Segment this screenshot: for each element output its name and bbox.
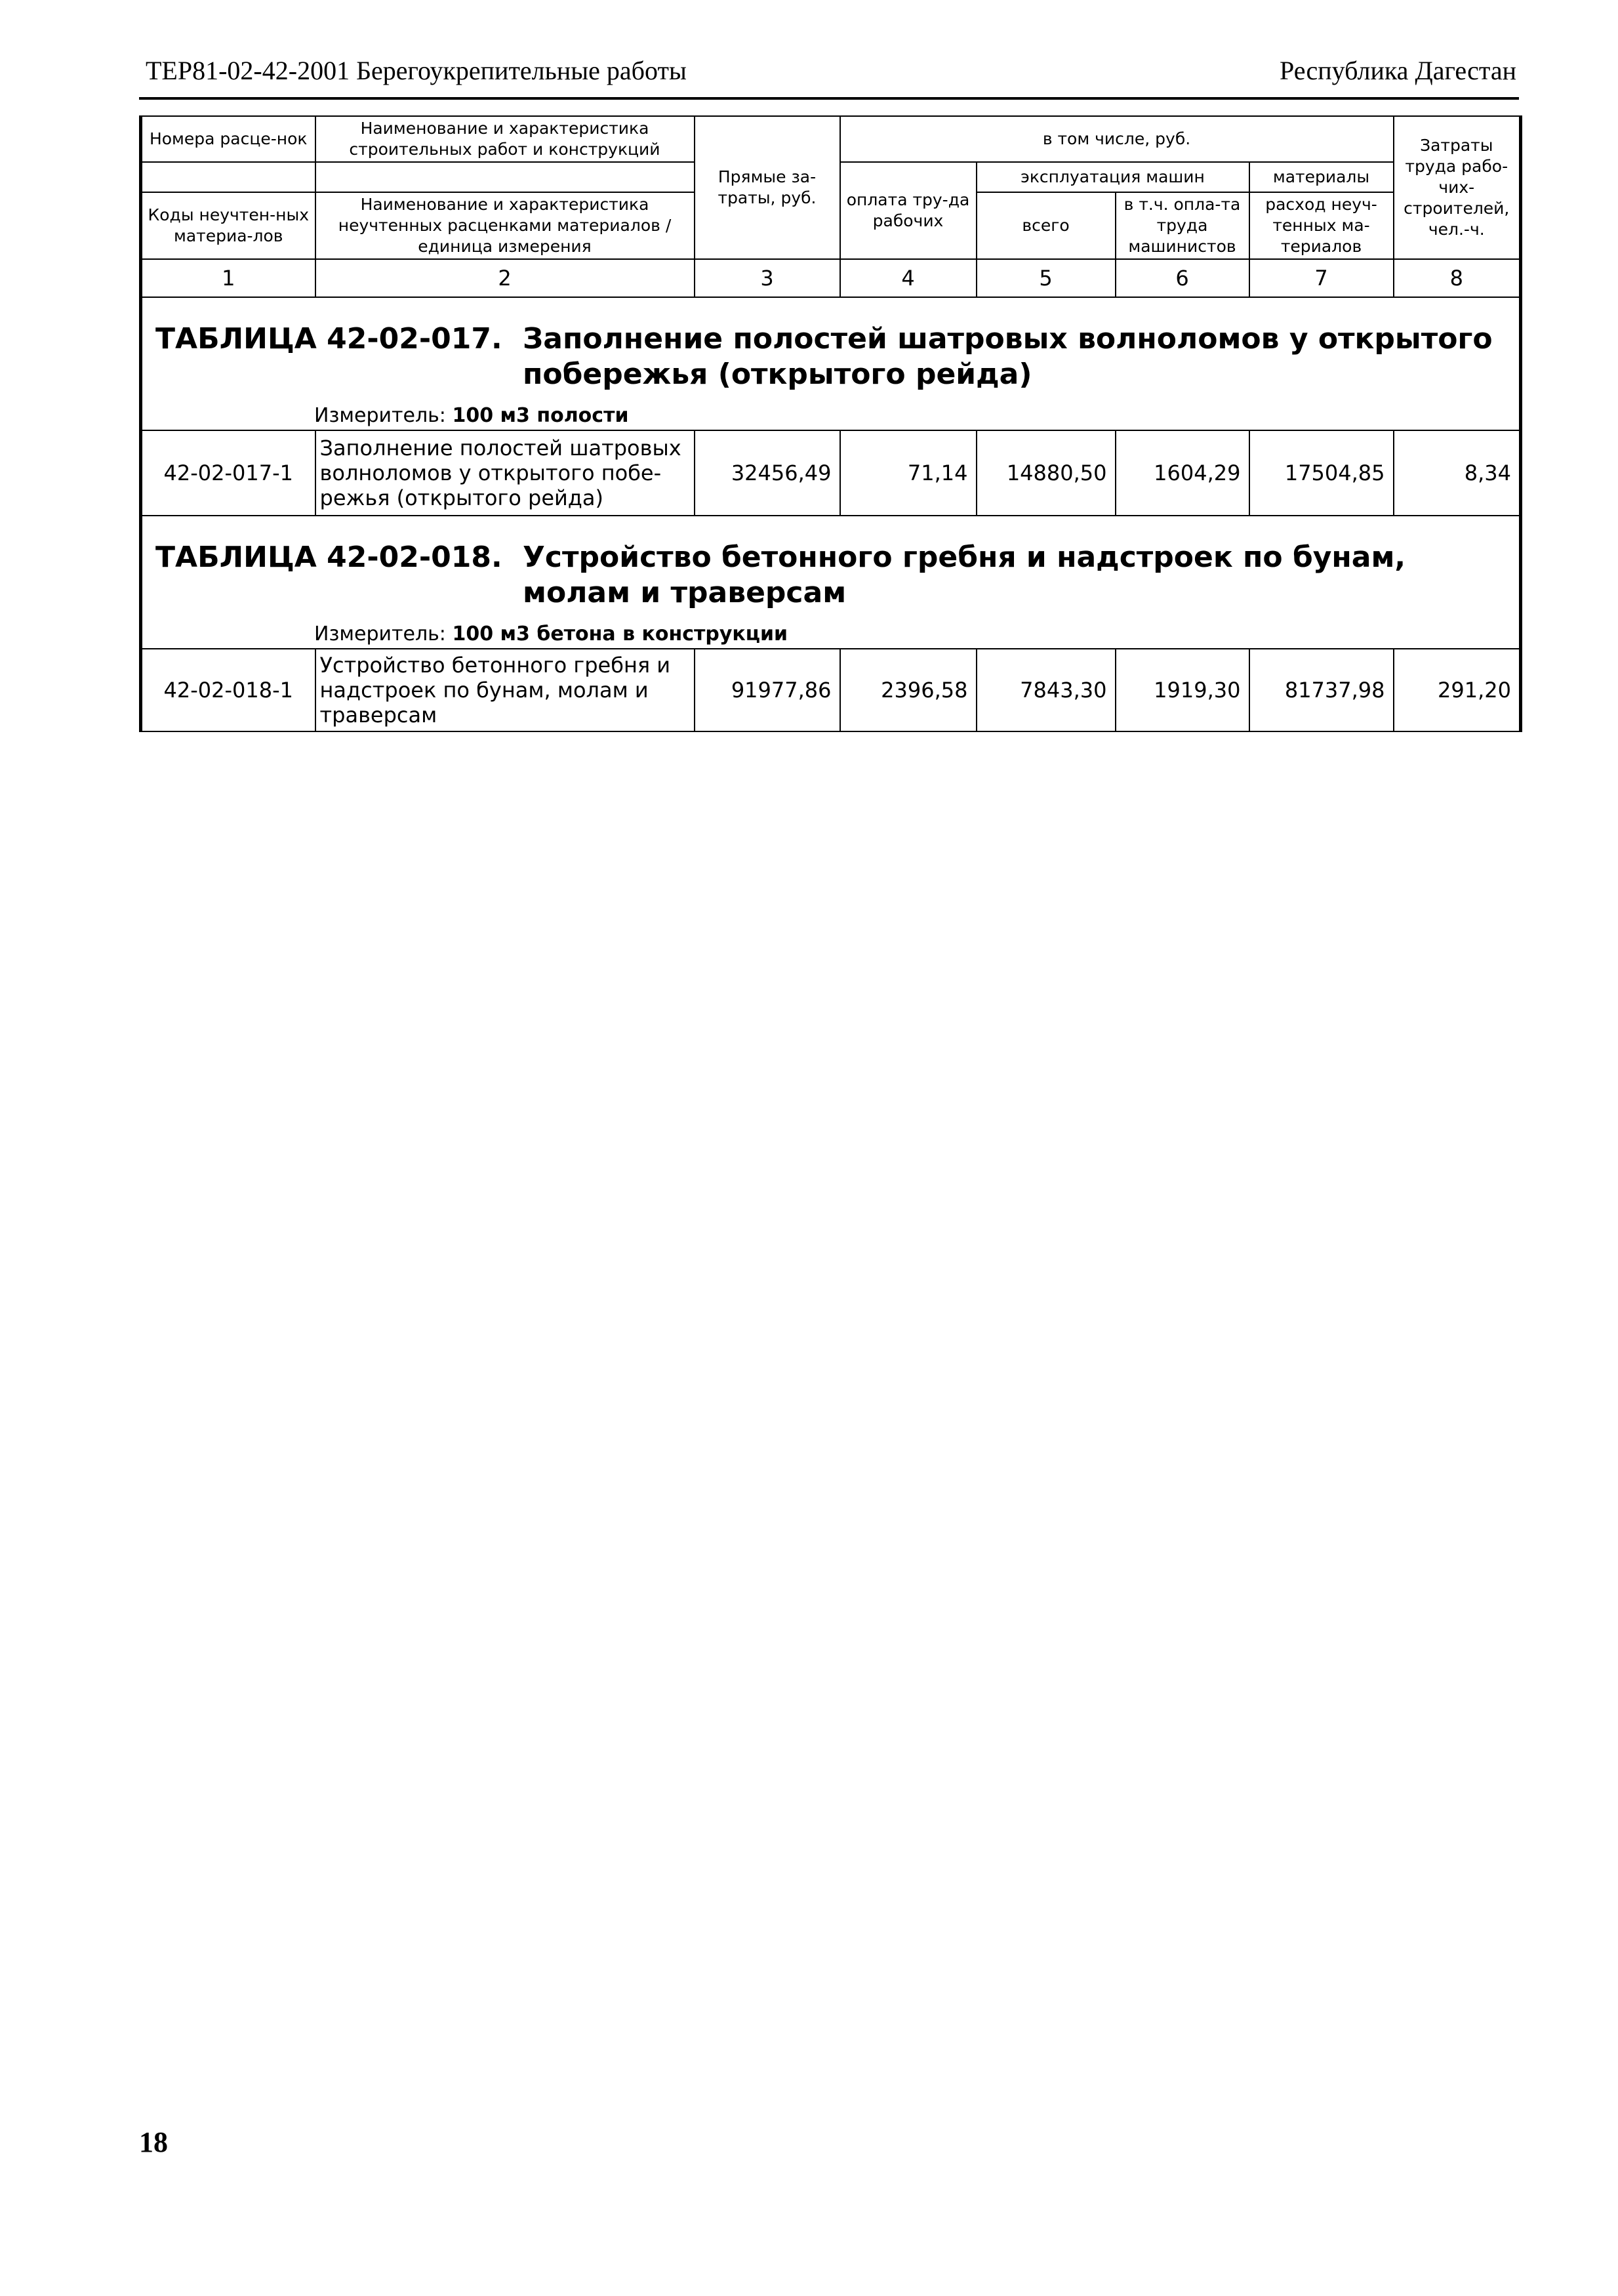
col-number: 2 [315,259,695,297]
header-worker-pay: оплата тру-да рабочих [840,162,977,259]
header-work-name-cont [315,162,695,192]
section-header [141,516,1521,649]
section-title: Заполнение полостей шатровых волноломов у открытого побережья (открытого рейда) [523,322,1493,391]
unit-value: 100 м3 бетона в конструкции [452,623,788,646]
section-code: ТАБЛИЦА 42-02-018. [155,541,502,574]
price-table [139,115,1519,732]
header-machinist-pay: в т.ч. опла-та труда машинистов [1116,192,1249,259]
col-number: 6 [1116,259,1249,297]
header-including: в том числе, руб. [840,116,1394,162]
rates-table [139,115,1522,732]
running-title: ТЕР81-02-42-2001 Берегоукрепительные работы [146,56,687,85]
header-machine-operation: эксплуатация машин [977,162,1249,192]
materials-cost: 17504,85 [1249,430,1394,516]
table-row [141,430,1521,516]
worker-pay: 71,14 [840,430,977,516]
column-number-row [141,259,1521,297]
unit-label: Измеритель: [314,404,446,427]
section-code: ТАБЛИЦА 42-02-017. [155,322,502,356]
col-number: 1 [141,259,315,297]
section-unit [142,611,1519,648]
header-rate-numbers-cont [141,162,315,192]
labor-hours: 291,20 [1394,649,1521,731]
direct-costs: 32456,49 [695,430,840,516]
col-number: 7 [1249,259,1394,297]
machinist-pay: 1604,29 [1116,430,1249,516]
table-row [141,649,1521,731]
machines-total: 14880,50 [977,430,1116,516]
machinist-pay: 1919,30 [1116,649,1249,731]
col-number: 3 [695,259,840,297]
machines-total: 7843,30 [977,649,1116,731]
header-unaccounted-materials: расход неуч-тенных ма-териалов [1249,192,1394,259]
header-materials: материалы [1249,162,1394,192]
header-labor-hours: Затраты труда рабо-чих-строителей, чел.-ч. [1394,116,1521,259]
section-title: Устройство бетонного гребня и надстроек по бунам, молам и траверсам [523,541,1406,609]
page-number: 18 [139,2126,168,2158]
section-header [141,297,1521,430]
header-machines-total: всего [977,192,1116,259]
unit-value: 100 м3 полости [452,404,629,427]
header-direct-costs: Прямые за-траты, руб. [695,116,840,259]
materials-cost: 81737,98 [1249,649,1394,731]
rate-code: 42-02-018-1 [141,649,315,731]
worker-pay: 2396,58 [840,649,977,731]
rate-name: Устройство бетонного гребня и надстроек по бунам, молам и траверсам [315,649,695,731]
labor-hours: 8,34 [1394,430,1521,516]
region-name: Республика Дагестан [1280,56,1516,85]
col-number: 4 [840,259,977,297]
header-work-name: Наименование и характеристика строительных работ и конструкций [315,116,695,162]
header-rate-numbers: Номера расце-нок [141,116,315,162]
rate-code: 42-02-017-1 [141,430,315,516]
header-material-name: Наименование и характеристика неучтенных расценками материалов / единица измерения [315,192,695,259]
unit-label: Измеритель: [314,623,446,646]
page-header [139,55,1516,94]
col-number: 8 [1394,259,1521,297]
rate-name: Заполнение полостей шатровых волноломов у открытого побе-режья (открытого рейда) [315,430,695,516]
header-material-codes: Коды неучтен-ных материа-лов [141,192,315,259]
header-rule [139,97,1519,100]
col-number: 5 [977,259,1116,297]
direct-costs: 91977,86 [695,649,840,731]
section-unit [142,392,1519,430]
